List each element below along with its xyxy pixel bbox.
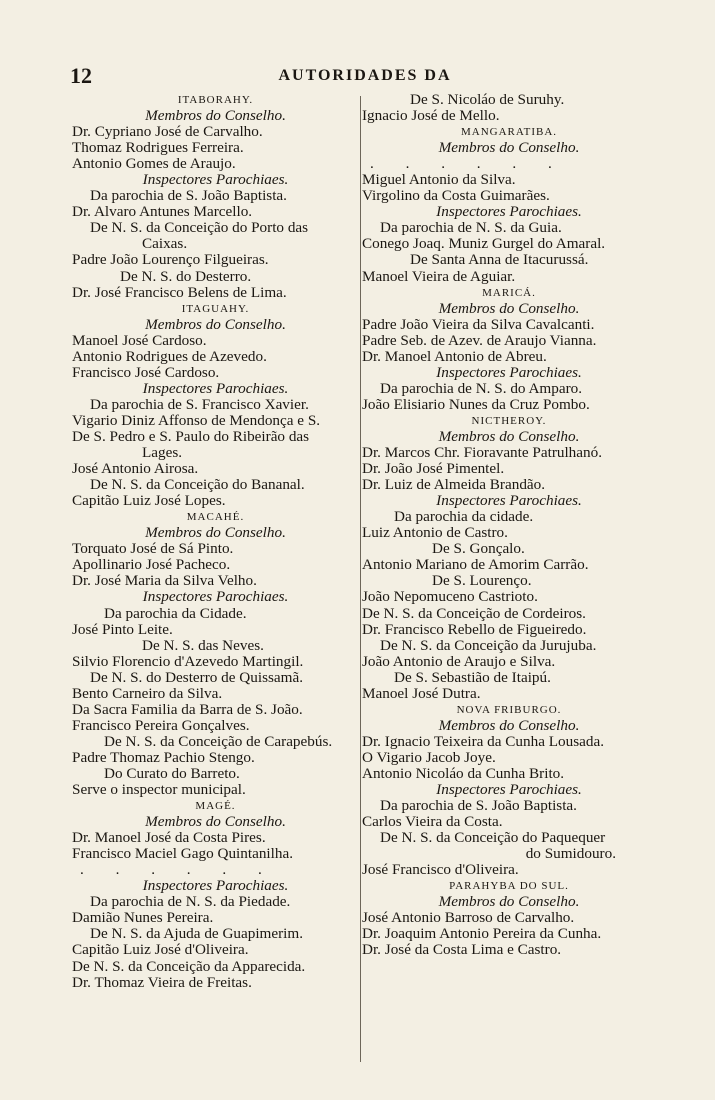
subsection-heading: Membros do Conselho. [438,717,580,734]
entry-line: José Antonio Barroso de Carvalho. [362,910,575,927]
entry-line: Conego Joaq. Muniz Gurgel do Amaral. [362,236,606,253]
entry-line: Ignacio José de Mello. [362,108,500,125]
entry-line: Dr. Cypriano José de Carvalho. [72,124,263,141]
entry-line: Torquato José de Sá Pinto. [72,541,234,558]
entry-line: Dr. José Maria da Silva Velho. [72,573,257,590]
entry-line: José Pinto Leite. [72,621,173,638]
entry-line: Antonio Nicoláo da Cunha Brito. [362,765,565,782]
section-heading: MAGÉ. [195,800,236,813]
entry-line: Da parochia da Cidade. [104,605,247,622]
entry-line: Dr. Joaquim Antonio Pereira da Cunha. [362,926,602,943]
subsection-heading: Membros do Conselho. [145,316,286,333]
entry-line: Lages. [142,445,183,462]
section-heading: NICTHEROY. [471,414,547,427]
entry-line: De S. Nicoláo de Suruhy. [410,92,565,108]
ellipsis-line: . . . . . . [80,862,276,879]
entry-line: De N. S. da Conceição de Cordeiros. [362,605,586,622]
entry-line: Antonio Gomes de Araujo. [72,156,236,173]
entry-line: Da parochia de N. S. da Piedade. [90,894,291,911]
page-header [70,58,660,94]
entry-line: Dr. João José Pimentel. [362,461,505,478]
subsection-heading: Membros do Conselho. [145,525,286,542]
entry-line: De N. S. do Desterro. [120,268,252,285]
subsection-heading: Inspectores Parochiaes. [436,364,582,381]
entry-line: Padre Seb. de Azev. de Araujo Vianna. [362,332,597,349]
entry-line: Francisco Maciel Gago Quintanilha. [72,846,293,863]
entry-line: Dr. Ignacio Teixeira da Cunha Lousada. [362,733,604,750]
entry-line: De N. S. da Conceição do Porto das [90,220,309,237]
entry-line: Da parochia de S. Francisco Xavier. [90,396,309,413]
ellipsis-line: . . . . . . [370,156,566,173]
entry-line: De S. Sebastião de Itaipú. [394,669,551,686]
entry-line: Apollinario José Pacheco. [72,557,231,574]
right-column [362,92,656,959]
entry-line: Dr. Luiz de Almeida Brandão. [362,477,546,494]
entry-line: De N. S. da Conceição de Carapebús. [104,733,333,750]
entry-line: Antonio Rodrigues de Azevedo. [72,348,267,365]
entry-line: O Vigario Jacob Joye. [362,749,496,766]
subsection-heading: Inspectores Parochiaes. [436,782,582,799]
page-number: 12 [70,63,92,88]
entry-line: Damião Nunes Pereira. [72,910,214,927]
entry-line: João Elisiario Nunes da Cruz Pombo. [362,396,590,413]
entry-line: Bento Carneiro da Silva. [72,685,223,702]
entry-line: Padre João Lourenço Filgueiras. [72,252,269,269]
entry-line: Serve o inspector municipal. [72,782,246,799]
entry-line: Capitão Luiz José Lopes. [72,493,226,510]
section-heading: MANGARATIBA. [460,126,558,139]
running-title: AUTORIDADES DA [278,67,452,84]
entry-line: Da parochia de N. S. da Guia. [380,220,562,237]
entry-line: Carlos Vieira da Costa. [362,814,503,831]
entry-line: Dr. José Francisco Belens de Lima. [72,284,287,301]
entry-line: João Antonio de Araujo e Silva. [362,653,556,670]
subsection-heading: Inspectores Parochiaes. [142,380,289,397]
entry-line: José Antonio Airosa. [72,461,199,478]
entry-line: Padre Thomaz Pachio Stengo. [72,749,255,766]
entry-line: Dr. José da Costa Lima e Castro. [362,942,562,959]
entry-line: Dr. Manoel José da Costa Pires. [72,830,266,847]
entry-line: Da parochia de N. S. do Amparo. [380,380,583,397]
subsection-heading: Membros do Conselho. [145,814,286,831]
section-heading: MARICÁ. [482,286,536,299]
entry-line: Miguel Antonio da Silva. [362,172,516,189]
entry-line: Da Sacra Familia da Barra de S. João. [72,701,303,718]
entry-line: Francisco José Cardoso. [72,364,220,381]
entry-line: De S. Gonçalo. [432,541,525,558]
subsection-heading: Inspectores Parochiaes. [436,204,582,221]
entry-line: Thomaz Rodrigues Ferreira. [72,140,244,157]
entry-line: João Nepomuceno Castrioto. [362,589,538,606]
entry-line: Virgolino da Costa Guimarães. [362,188,550,205]
entry-line: De N. S. das Neves. [142,637,264,654]
entry-line: Da parochia da cidade. [394,509,534,526]
entry-line: Dr. Thomaz Vieira de Freitas. [72,974,252,991]
entry-line: De N. S. da Conceição da Apparecida. [72,958,306,975]
entry-line: Padre João Vieira da Silva Cavalcanti. [362,316,595,333]
entry-line: Do Curato do Barreto. [104,765,240,782]
subsection-heading: Membros do Conselho. [438,300,580,317]
entry-line: Caixas. [142,236,188,253]
entry-line: De S. Lourenço. [432,573,532,590]
section-heading: NOVA FRIBURGO. [456,703,562,716]
entry-line: Dr. Alvaro Antunes Marcello. [72,204,253,221]
entry-line: De Santa Anna de Itacurussá. [410,252,589,269]
left-column [72,92,359,991]
section-heading: PARAHYBA DO SUL. [449,880,569,893]
entry-line: De N. S. da Conceição do Paquequer [380,830,606,847]
subsection-heading: Inspectores Parochiaes. [436,493,582,510]
entry-line: Capitão Luiz José d'Oliveira. [72,942,249,959]
entry-line: Dr. Francisco Rebello de Figueiredo. [362,621,587,638]
entry-line: Dr. Manoel Antonio de Abreu. [362,348,547,365]
subsection-heading: Inspectores Parochiaes. [142,878,289,895]
entry-line: Francisco Pereira Gonçalves. [72,717,250,734]
subsection-heading: Inspectores Parochiaes. [142,172,289,189]
subsection-heading: Inspectores Parochiaes. [142,589,289,606]
entry-line: De N. S. da Conceição do Bananal. [90,477,305,494]
entry-line: Manoel José Cardoso. [72,332,207,349]
entry-line: Antonio Mariano de Amorim Carrão. [362,557,589,574]
entry-line: Vigario Diniz Affonso de Mendonça e S. [72,412,321,429]
entry-line: De S. Pedro e S. Paulo do Ribeirão das [72,428,310,445]
subsection-heading: Membros do Conselho. [145,108,286,125]
entry-line: do Sumidouro. [525,846,616,863]
entry-line: Manoel José Dutra. [362,685,481,702]
section-heading: ITAGUAHY. [181,302,250,315]
entry-line: Silvio Florencio d'Azevedo Martingil. [72,653,304,670]
section-heading: ITABORAHY. [177,94,254,106]
entry-line: Da parochia de S. João Baptista. [90,188,287,205]
subsection-heading: Membros do Conselho. [438,140,580,157]
entry-line: De N. S. da Ajuda de Guapimerim. [90,926,304,943]
subsection-heading: Membros do Conselho. [438,894,580,911]
column-divider [360,96,361,1062]
entry-line: José Francisco d'Oliveira. [362,862,519,879]
section-heading: MACAHÉ. [186,511,245,524]
entry-line: Dr. Marcos Chr. Fioravante Patrulhanó. [362,445,603,462]
entry-line: Manoel Vieira de Aguiar. [362,268,516,285]
entry-line: Da parochia de S. João Baptista. [380,798,577,815]
subsection-heading: Membros do Conselho. [438,428,580,445]
entry-line: De N. S. do Desterro de Quissamã. [90,669,304,686]
entry-line: De N. S. da Conceição da Jurujuba. [380,637,597,654]
entry-line: Luiz Antonio de Castro. [362,525,508,542]
